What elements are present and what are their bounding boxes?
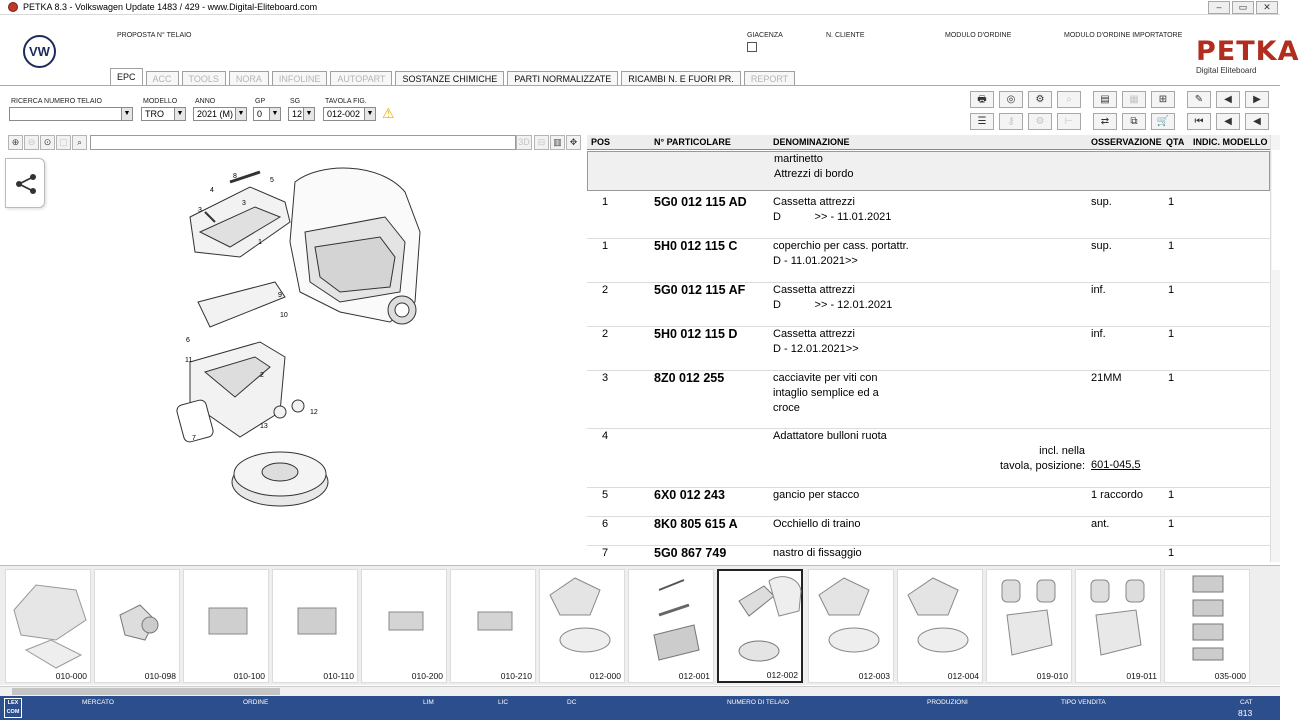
thumbnail-image: [1165, 570, 1251, 670]
status-cat-label: CAT: [1240, 699, 1253, 706]
parts-table-body: [587, 151, 1270, 560]
row-part-number[interactable]: 6X0 012 243: [654, 488, 725, 502]
row-qty: 1: [1168, 240, 1175, 252]
thumbnail-010-098[interactable]: [94, 569, 180, 683]
thumbnail-label: 012-001: [678, 671, 710, 681]
row-obs: sup.: [1091, 196, 1112, 208]
thumbnail-label: 010-098: [144, 671, 176, 681]
thumbnail-010-100[interactable]: [183, 569, 269, 683]
module-tabs: [110, 67, 798, 86]
row-obs: inf.: [1091, 328, 1106, 340]
row-part-number[interactable]: 5H0 012 115 D: [654, 327, 738, 341]
group-title-1: martinetto: [774, 153, 823, 165]
petka-app-icon: [8, 2, 18, 12]
row-pos: 7: [602, 547, 609, 559]
callout-6: 6: [186, 337, 190, 344]
tab-report[interactable]: REPORT: [744, 71, 795, 86]
row-desc: cacciavite per viti con: [773, 372, 878, 384]
callout-10: 10: [280, 312, 288, 319]
window-titlebar: [0, 0, 1280, 15]
chevron-down-icon: ▼: [174, 108, 185, 120]
first-page-icon[interactable]: ⏮: [1187, 113, 1211, 130]
row-part-number[interactable]: 8Z0 012 255: [654, 371, 725, 385]
row-pos: 1: [602, 240, 609, 252]
scrollbar-thumb[interactable]: [12, 688, 280, 695]
tab-sostanze-chimiche[interactable]: SOSTANZE CHIMICHE: [395, 71, 504, 86]
callout-1: 1: [258, 239, 262, 246]
prev-icon[interactable]: ◀: [1245, 113, 1269, 130]
callout-3b: 3: [242, 200, 246, 207]
app-header: [0, 16, 1299, 86]
sg-value: 12: [292, 109, 303, 119]
anno-label: ANNO: [195, 98, 216, 105]
image-toolbar: [6, 135, 584, 151]
scrollbar-thumb[interactable]: [1272, 150, 1280, 270]
tab-autopart[interactable]: AUTOPART: [330, 71, 392, 86]
row-note-line1: incl. nella: [1039, 445, 1085, 457]
status-cat-value: 813: [1238, 708, 1253, 718]
thumbnail-010-210[interactable]: [450, 569, 536, 683]
modulo-importatore-label[interactable]: MODULO D'ORDINE IMPORTATORE: [1064, 32, 1183, 39]
row-desc: coperchio per cass. portattr.: [773, 240, 909, 252]
status-tipo-vendita-label: TIPO VENDITA: [1061, 699, 1106, 706]
col-qta[interactable]: QTA: [1166, 137, 1185, 147]
row-pos: 1: [602, 196, 609, 208]
compare-icon[interactable]: ⇄: [1093, 113, 1117, 130]
thumbnail-010-000[interactable]: [5, 569, 91, 683]
row-desc-detail: D >> - 12.01.2021: [773, 299, 893, 311]
thumbnail-image: [719, 571, 805, 671]
thumbnail-label: 012-000: [589, 671, 621, 681]
thumbnail-label: 035-000: [1214, 671, 1246, 681]
row-desc: Adattatore bulloni ruota: [773, 430, 887, 442]
tavola-select[interactable]: [323, 107, 376, 121]
thumbnail-label: 012-003: [858, 671, 890, 681]
status-numero-telaio-label: NUMERO DI TELAIO: [727, 699, 790, 706]
vw-logo: VW: [23, 35, 56, 68]
copy-icon[interactable]: ⧉: [1122, 113, 1146, 130]
car-part-icon[interactable]: ⚙: [1028, 91, 1052, 108]
parts-table-header: [587, 135, 1270, 150]
thumbnail-label: 010-110: [323, 671, 354, 681]
thumbnail-label: 019-010: [1036, 671, 1068, 681]
tab-parti-normalizzate[interactable]: PARTI NORMALIZZATE: [507, 71, 618, 86]
row-qty: 1: [1168, 489, 1175, 501]
row-obs: inf.: [1091, 284, 1106, 296]
row-desc-detail: D - 11.01.2021>>: [773, 255, 858, 267]
row-desc-line3: croce: [773, 402, 800, 414]
cliente-label: N. CLIENTE: [826, 32, 865, 39]
row-qty: 1: [1168, 547, 1175, 559]
status-dc-label: DC: [567, 699, 577, 706]
row-qty: 1: [1168, 518, 1175, 530]
chevron-down-icon: ▼: [364, 108, 375, 120]
row-pos: 3: [602, 372, 609, 384]
chevron-down-icon: ▼: [235, 108, 246, 120]
sg-select[interactable]: [288, 107, 315, 121]
group-header-row: [587, 151, 1270, 191]
catalog-icon[interactable]: ▦: [1122, 91, 1146, 108]
row-pos: 2: [602, 284, 609, 296]
row-desc: Cassetta attrezzi: [773, 196, 855, 208]
row-qty: 1: [1168, 284, 1175, 296]
row-pos: 4: [602, 430, 609, 442]
tab-acc[interactable]: ACC: [146, 71, 179, 86]
parts-exploded-drawing[interactable]: [170, 162, 430, 522]
row-desc: Cassetta attrezzi: [773, 284, 855, 296]
status-bar: [0, 696, 1280, 720]
minimize-button[interactable]: ‒: [1208, 1, 1230, 14]
image-search-input[interactable]: [90, 135, 516, 150]
anno-select[interactable]: [193, 107, 247, 121]
thumbnail-label: 010-100: [233, 671, 265, 681]
giacenza-label: GIACENZA: [747, 32, 783, 39]
thumbnail-label: 012-002: [766, 670, 798, 680]
tab-nora[interactable]: NORA: [229, 71, 269, 86]
petka-logo: PETKA: [1196, 36, 1299, 67]
row-note-line2: tavola, posizione:: [1000, 460, 1085, 472]
share-icon: [6, 159, 46, 209]
table-row[interactable]: [587, 488, 1270, 517]
list-icon[interactable]: ☰: [970, 113, 994, 130]
warning-icon[interactable]: ⚠: [382, 105, 395, 121]
thumbnail-012-004[interactable]: [897, 569, 983, 683]
thumbnail-019-011[interactable]: [1075, 569, 1161, 683]
thumbnail-image: [362, 570, 448, 670]
row-qty: 1: [1168, 372, 1175, 384]
thumbnail-image: [987, 570, 1073, 670]
proposta-telaio-label: PROPOSTA N° TELAIO: [117, 32, 192, 39]
telaio-select[interactable]: [9, 107, 133, 121]
callout-5: 5: [270, 177, 274, 184]
prev-page-icon[interactable]: ◀: [1216, 91, 1240, 108]
callout-4: 4: [210, 187, 214, 194]
callout-2: 2: [260, 372, 264, 379]
thumbnail-label: 010-210: [500, 671, 532, 681]
row-obs: ant.: [1091, 518, 1110, 530]
zoom-out-icon[interactable]: ⊖: [24, 135, 39, 150]
zoom-box-icon[interactable]: ▢: [56, 135, 71, 150]
tavola-label: TAVOLA FIG.: [325, 98, 367, 105]
thumbnail-012-001[interactable]: [628, 569, 714, 683]
close-button[interactable]: ✕: [1256, 1, 1278, 14]
gp-value: 0: [257, 109, 263, 119]
table-row[interactable]: [587, 239, 1270, 283]
tab-ricambi[interactable]: RICAMBI N. E FUORI PR.: [621, 71, 741, 86]
row-desc: nastro di fissaggio: [773, 547, 862, 559]
illustration-thumbnail-strip: [0, 565, 1280, 685]
thumbnail-012-003[interactable]: [808, 569, 894, 683]
sg-label: SG: [290, 98, 301, 105]
wheel-icon[interactable]: ◎: [999, 91, 1023, 108]
row-part-number[interactable]: 5G0 867 749: [654, 546, 727, 560]
thumbnail-010-200[interactable]: [361, 569, 447, 683]
pin-icon[interactable]: ✎: [1187, 91, 1211, 108]
callout-13: 13: [260, 423, 268, 430]
chevron-down-icon: ▼: [121, 108, 132, 120]
zoom-fit-icon[interactable]: ⊙: [40, 135, 55, 150]
row-pos: 6: [602, 518, 609, 530]
thumbnail-019-010[interactable]: [986, 569, 1072, 683]
back-icon[interactable]: ◀: [1216, 113, 1240, 130]
thumbnail-image: [273, 570, 359, 670]
status-produzioni-label: PRODUZIONI: [927, 699, 968, 706]
table-row[interactable]: [587, 195, 1270, 239]
callout-3a: 3: [198, 207, 202, 214]
row-obs: 21MM: [1091, 372, 1122, 384]
thumbnail-image: [6, 570, 92, 670]
zoom-in-icon[interactable]: ⊕: [8, 135, 23, 150]
tab-infoline[interactable]: INFOLINE: [272, 71, 328, 86]
row-pos: 5: [602, 489, 609, 501]
row-qty: 1: [1168, 328, 1175, 340]
tab-epc[interactable]: EPC: [110, 68, 143, 86]
tab-tools[interactable]: TOOLS: [182, 71, 226, 86]
search-parts-icon[interactable]: ⌕: [1057, 91, 1081, 108]
status-ordine-label: ORDINE: [243, 699, 269, 706]
thumbnail-image: [451, 570, 537, 670]
thumbnail-012-002[interactable]: [717, 569, 803, 683]
col-osservazione[interactable]: OSSERVAZIONE: [1091, 137, 1162, 147]
thumbnail-image: [898, 570, 984, 670]
col-indic-modello[interactable]: INDIC. MODELLO: [1193, 137, 1268, 147]
callout-11: 11: [185, 357, 193, 364]
engine-icon[interactable]: ⚙: [1028, 113, 1052, 130]
thumbnail-label: 010-200: [411, 671, 443, 681]
table-row[interactable]: [587, 283, 1270, 327]
table-row[interactable]: [587, 371, 1270, 429]
thumbnail-010-110[interactable]: [272, 569, 358, 683]
row-qty: 1: [1168, 196, 1175, 208]
anno-value: 2021 (M): [197, 109, 234, 119]
modello-select[interactable]: [141, 107, 186, 121]
row-part-number[interactable]: 8K0 805 615 A: [654, 517, 738, 531]
status-lic-label: LIC: [498, 699, 509, 706]
col-part-number[interactable]: N° PARTICOLARE: [654, 137, 731, 147]
petka-sub-logo: Digital Eliteboard: [1196, 66, 1257, 75]
row-pos: 2: [602, 328, 609, 340]
modello-label: MODELLO: [143, 98, 178, 105]
minus-arrow-icon[interactable]: ⊢: [1057, 113, 1081, 130]
thumbnail-label: 010-000: [55, 671, 87, 681]
cart-add-icon[interactable]: ⊞: [1151, 91, 1175, 108]
modulo-ordine-label[interactable]: MODULO D'ORDINE: [945, 32, 1012, 39]
row-desc: Cassetta attrezzi: [773, 328, 855, 340]
split-view-icon[interactable]: ⊟: [534, 135, 549, 150]
magnifier-icon[interactable]: ⌕: [72, 135, 87, 150]
window-title: PETKA 8.3 - Volkswagen Update 1483 / 429 - www.Digital-Eliteboard.com: [23, 2, 318, 12]
status-lim-label: LIM: [423, 699, 434, 706]
layout-icon[interactable]: ▥: [550, 135, 565, 150]
table-row[interactable]: [587, 327, 1270, 371]
expand-icon[interactable]: ✥: [566, 135, 581, 150]
group-title-2: Attrezzi di bordo: [774, 168, 854, 180]
row-desc-detail: D >> - 11.01.2021: [773, 211, 892, 223]
modello-value: TRO: [145, 109, 164, 119]
callout-9: 9: [278, 292, 282, 299]
maximize-button[interactable]: ▭: [1232, 1, 1254, 14]
header-divider: [0, 85, 1280, 86]
col-pos[interactable]: POS: [591, 137, 611, 147]
table-row[interactable]: [587, 517, 1270, 546]
row-obs: 1 raccordo: [1091, 489, 1143, 501]
elsa-icon[interactable]: ▤: [1093, 91, 1117, 108]
thumbnail-image: [95, 570, 181, 670]
row-desc: Occhiello di traino: [773, 518, 861, 530]
table-vertical-scrollbar[interactable]: [1270, 135, 1280, 562]
row-cross-reference-link[interactable]: 601-045,5: [1091, 459, 1141, 471]
thumbnail-image: [540, 570, 626, 670]
row-obs: sup.: [1091, 240, 1112, 252]
row-desc: gancio per stacco: [773, 489, 860, 501]
callout-12: 12: [310, 409, 318, 416]
col-denominazione[interactable]: DENOMINAZIONE: [773, 137, 850, 147]
gp-label: GP: [255, 98, 266, 105]
lexcom-logo: LEX COM: [4, 698, 22, 718]
giacenza-checkbox[interactable]: [747, 42, 757, 52]
row-part-number[interactable]: 5H0 012 115 C: [654, 239, 738, 253]
print-icon[interactable]: 🖶: [970, 91, 994, 108]
next-page-icon[interactable]: ▶: [1245, 91, 1269, 108]
callout-7: 7: [192, 435, 196, 442]
table-row[interactable]: [587, 429, 1270, 488]
gp-select[interactable]: [253, 107, 281, 121]
3d-button[interactable]: 3D: [516, 135, 532, 150]
thumbnail-035-000[interactable]: [1164, 569, 1250, 683]
thumbnail-image: [1076, 570, 1162, 670]
thumbnail-image: [809, 570, 895, 670]
thumbnail-012-000[interactable]: [539, 569, 625, 683]
cart-icon[interactable]: 🛒: [1151, 113, 1175, 130]
status-mercato-label: MERCATO: [82, 699, 114, 706]
row-part-number[interactable]: 5G0 012 115 AD: [654, 195, 747, 209]
share-button[interactable]: [5, 158, 45, 208]
thumbnail-image: [629, 570, 715, 670]
thumbnail-label: 019-011: [1126, 671, 1157, 681]
filter-bar: [0, 94, 1280, 134]
thumbnail-horizontal-scrollbar[interactable]: [0, 686, 1280, 696]
thumbnail-label: 012-004: [947, 671, 979, 681]
row-desc-line2: intaglio semplice ed a: [773, 387, 879, 399]
tavola-value: 012-002: [327, 109, 361, 119]
chevron-down-icon: ▼: [269, 108, 280, 120]
callout-8: 8: [233, 173, 237, 180]
telaio-label: RICERCA NUMERO TELAIO: [11, 98, 102, 105]
row-desc-detail: D - 12.01.2021>>: [773, 343, 859, 355]
chevron-down-icon: ▼: [303, 108, 314, 120]
row-part-number[interactable]: 5G0 012 115 AF: [654, 283, 746, 297]
thumbnail-image: [184, 570, 270, 670]
key-icon[interactable]: ⚷: [999, 113, 1023, 130]
